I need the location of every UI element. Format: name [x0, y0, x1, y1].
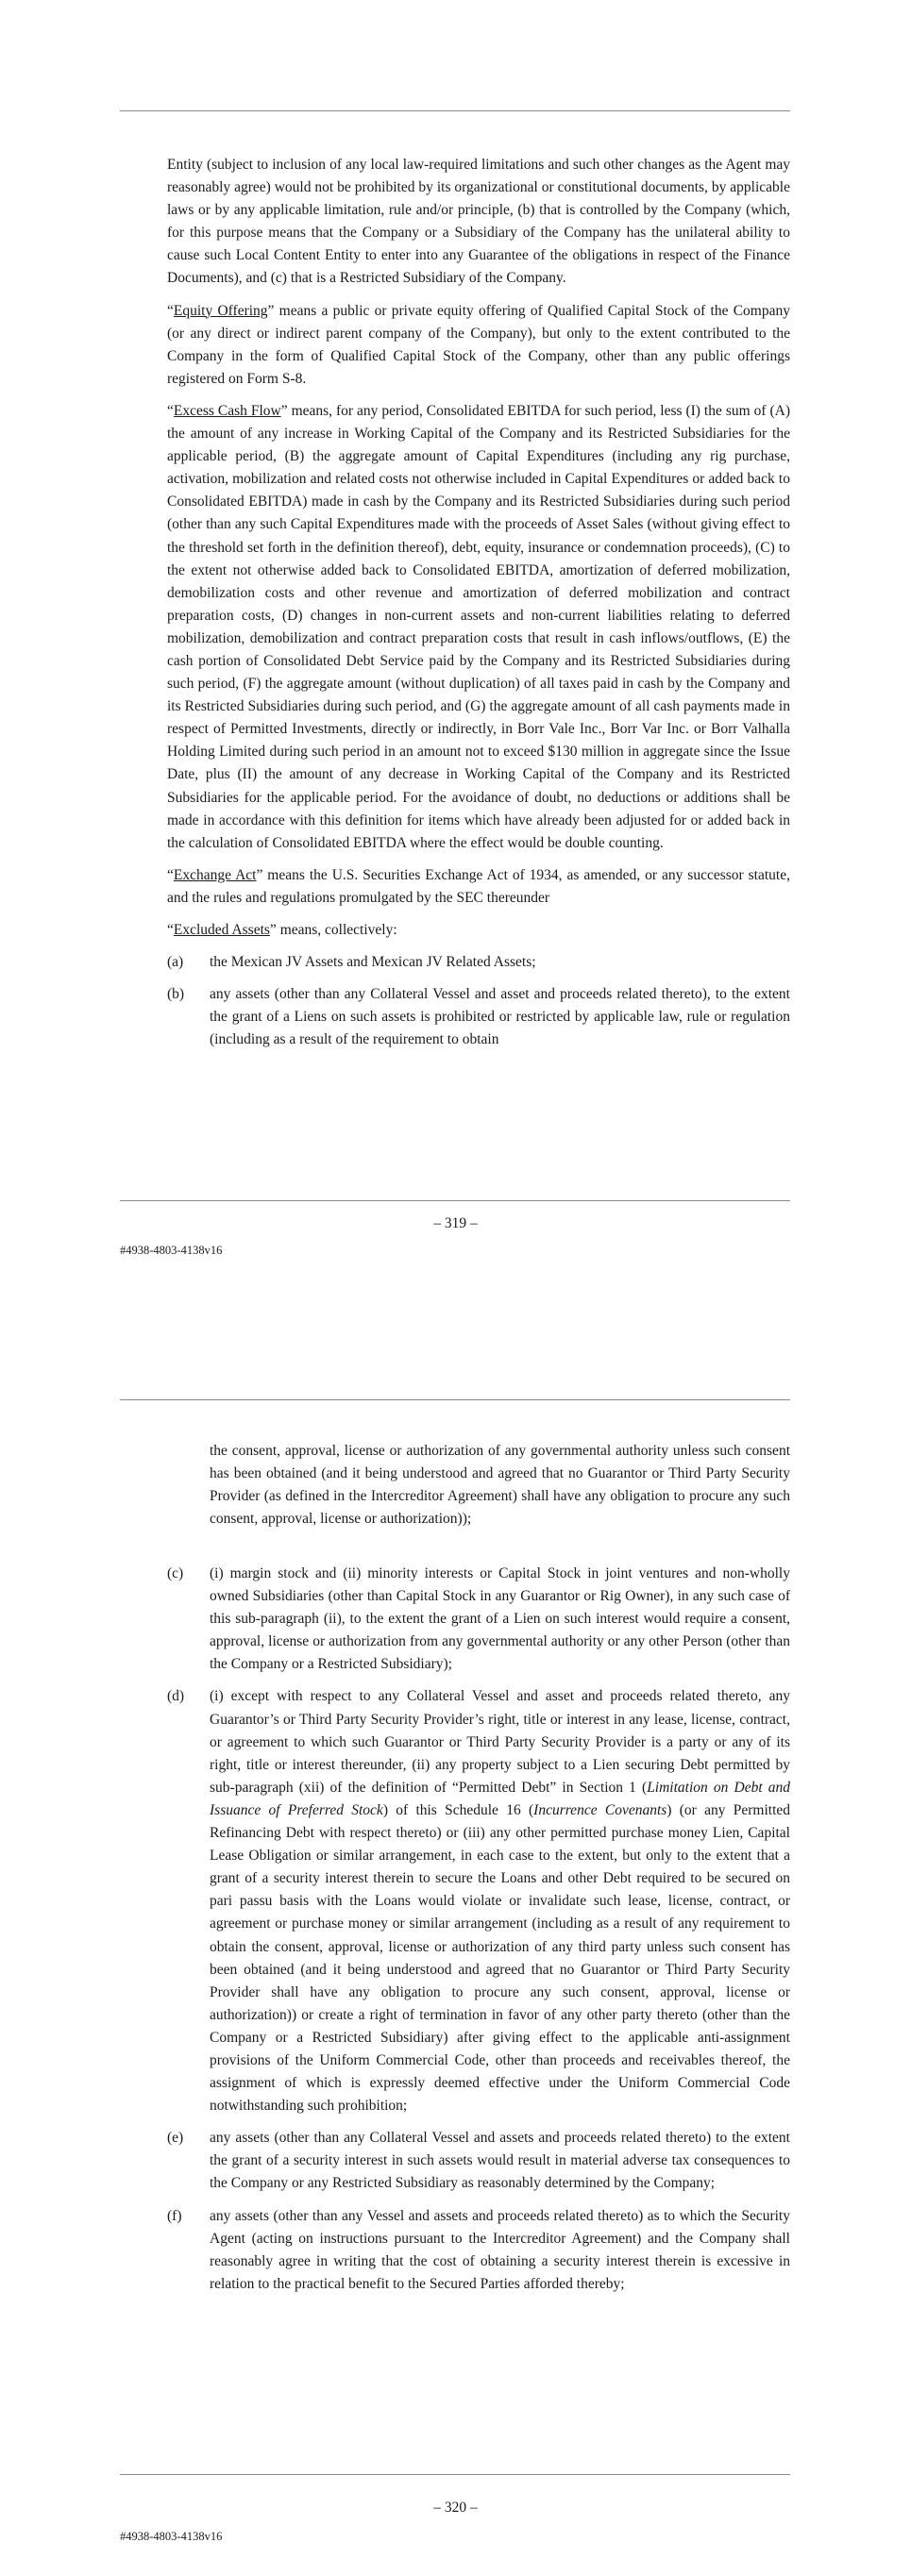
page-number: – 319 –: [433, 1215, 478, 1231]
list-item: [167, 983, 790, 1051]
list-item-text: the Mexican JV Assets and Mexican JV Related Assets;: [210, 954, 536, 971]
page-320-bottom-rule: [120, 2474, 790, 2475]
excluded-assets-term: Excluded Assets: [173, 922, 270, 938]
page-319-body: [167, 154, 790, 1061]
list-item-label: (e): [167, 2130, 184, 2147]
page-319-bottom-rule: [120, 1200, 790, 1201]
exchange-act-definition: “Exchange Act” means the U.S. Securities Exchange Act of 1934, as amended, or any successor statute, and the rules and regulations promulgated by the SEC thereunder: [167, 866, 790, 906]
equity-offering-term: Equity Offering: [173, 302, 268, 319]
exchange-act-term: Exchange Act: [173, 866, 257, 883]
list-item-f: [167, 2205, 790, 2296]
excess-cash-flow-term: Excess Cash Flow: [173, 402, 281, 419]
list-item-c: [167, 1563, 790, 1676]
equity-offering-text: means a public or private equity offering of Qualified Capital Stock of the Company (or any direct or indirect parent company of the Company), but only to the extent contributed to the Company in the form of Qualified Capital Stock of the Company, other than any public offerings registered on Form S-8.: [167, 302, 790, 387]
continuation-paragraph: the consent, approval, license or authorization of any governmental authority unless such consent has been obtained (and it being understood and agreed that no Guarantor or Third Party Security Provider (as defined in the Intercreditor Agreement) shall have any obligation to procure any such consent, approval, license or authorization));: [210, 1443, 790, 1528]
list-item-label: (f): [167, 2207, 182, 2224]
list-item-e: [167, 2127, 790, 2195]
list-item-text: (i) margin stock and (ii) minority interests or Capital Stock in joint ventures and non-wholly owned Subsidiaries (other than Capital Stock in any Guarantor or Rig Owner), in any such case of this sub-paragraph (ii), to the extent the grant of a Lien on such interest would require a consent, approval, license or authorization from any governmental authority or any other Person (other than the Company or a Restricted Subsidiary);: [210, 1565, 790, 1673]
excluded-assets-definition: “Excluded Assets” means, collectively:: [167, 922, 397, 938]
list-item-d: [167, 1685, 790, 2117]
document-id: #4938-4803-4138v16: [120, 2530, 223, 2543]
list-item-text: [210, 1685, 790, 2117]
list-item-text: any assets (other than any Collateral Vessel and asset and proceeds related thereto), to the extent the grant of a Liens on such assets is prohibited or restricted by applicable law, rule or regulation (including as a result of the requirement to obtain: [210, 986, 790, 1048]
list-item-text: any assets (other than any Collateral Vessel and assets and proceeds related thereto) to the extent the grant of a security interest in such assets would result in material adverse tax consequences to the Company or any Restricted Subsidiary as reasonably determined by the Company;: [210, 2130, 790, 2192]
list-item: [167, 951, 790, 974]
item-d-italic-2: Incurrence Covenants: [533, 1801, 667, 1818]
page-320-body: [167, 1563, 790, 2305]
equity-offering-definition: “Equity Offering” means a public or private equity offering of Qualified Capital Stock of the Company (or any direct or indirect parent company of the Company), but only to the extent contributed to the Company in the form of Qualified Capital Stock of the Company, other than any public offerings registered on Form S-8.: [167, 302, 790, 387]
page-320-top-rule: [120, 1399, 790, 1400]
list-item-label: (b): [167, 986, 185, 1003]
list-item-label: (c): [167, 1565, 184, 1581]
list-item-text: any assets (other than any Vessel and assets and proceeds related thereto) as to which the Security Agent (acting on instructions pursuant to the Intercreditor Agreement) and the Company shall reasonably agree in writing that the cost of obtaining a security interest therein is excessive in relation to the practical benefit to the Secured Parties afforded thereby;: [210, 2207, 790, 2292]
excess-cash-flow-text: means, for any period, Consolidated EBITDA for such period, less (I) the sum of (A) the amount of any increase in Working Capital of the Company and its Restricted Subsidiaries for the applicable period, (B) the aggregate amount of Capital Expenditures (including any rig purchase, activation, mobilization and related costs not otherwise included in Capital Expenditures or added back to Consolidated EBITDA) made in cash by the Company and its Restricted Subsidiaries during such period (other than any such Capital Expenditures made with the proceeds of Asset Sales (without giving effect to the threshold set forth in the definition thereof), debt, equity, insurance or condemnation proceeds), (C) to the extent not otherwise added back to Consolidated EBITDA, amortization of deferred mobilization, demobilization costs and other revenue and amortization of deferred mobilization and contract preparation costs, (D) changes in non-current assets and non-current liabilities relating to deferred mobilization, demobilization and contract preparation costs that result in cash inflows/outflows, (E) the cash portion of Consolidated Debt Service paid by the Company and its Restricted Subsidiaries during such period, (F) the aggregate amount (without duplication) of all taxes paid in cash by the Company and its Restricted Subsidiaries during such period, and (G) the aggregate amount of all cash payments made in respect of Permitted Investments, directly or indirectly, in Borr Vale Inc., Borr Var Inc. or Borr Valhalla Holding Limited during such period in an amount not to exceed $130 million in aggregate since the Issue Date, plus (II) the amount of any decrease in Working Capital of the Company and its Restricted Subsidiaries for the applicable period. For the avoidance of doubt, no deductions or additions shall be made in accordance with this definition for items which have already been adjusted for or added back in the calculation of Consolidated EBITDA where the effect would be double counting.: [167, 402, 790, 851]
list-item-label: (a): [167, 954, 184, 971]
item-d-text-2: ) of this Schedule 16 (: [382, 1801, 534, 1818]
item-d-italic-1: Limitation on Debt and Issuance of Preferred Stock: [210, 1779, 790, 1818]
excess-cash-flow-definition: “Excess Cash Flow” means, for any period, Consolidated EBITDA for such period, less (I) the sum of (A) the amount of any increase in Working Capital of the Company and its Restricted Subsidiaries for the applicable period, (B) the aggregate amount of Capital Expenditures (including any rig purchase, activation, mobilization and related costs not otherwise included in Capital Expenditures or added back to Consolidated EBITDA) made in cash by the Company and its Restricted Subsidiaries during such period (other than any such Capital Expenditures made with the proceeds of Asset Sales (without giving effect to the threshold set forth in the definition thereof), debt, equity, insurance or condemnation proceeds), (C) to the extent not otherwise added back to Consolidated EBITDA, amortization of deferred mobilization, demobilization costs and other revenue and amortization of deferred mobilization and contract preparation costs, (D) changes in non-current assets and non-current liabilities relating to deferred mobilization, demobilization and contract preparation costs that result in cash inflows/outflows, (E) the cash portion of Consolidated Debt Service paid by the Company and its Restricted Subsidiaries during such period, (F) the aggregate amount (without duplication) of all taxes paid in cash by the Company and its Restricted Subsidiaries during such period, and (G) the aggregate amount of all cash payments made in respect of Permitted Investments, directly or indirectly, in Borr Vale Inc., Borr Var Inc. or Borr Valhalla Holding Limited during such period in an amount not to exceed $130 million in aggregate since the Issue Date, plus (II) the amount of any decrease in Working Capital of the Company and its Restricted Subsidiaries for the applicable period. For the avoidance of doubt, no deductions or additions shall be made in accordance with this definition for items which have already been adjusted for or added back in the calculation of Consolidated EBITDA where the effect would be double counting.: [167, 402, 790, 851]
item-d-text-1: (i) except with respect to any Collateral Vessel and asset and proceeds related thereto, any Guarantor’s or Third Party Security Provider’s right, title or interest in any lease, license, contract, or agreement to which such Guarantor or Third Party Security Provider is a party or any of its right, title or interest thereunder, (ii) any property subject to a Lien securing Debt permitted by sub-paragraph (xii) of the definition of “Permitted Debt” in Section 1 (: [210, 1688, 790, 1796]
document-id: #4938-4803-4138v16: [120, 1244, 223, 1257]
page-number: – 320 –: [433, 2500, 478, 2516]
list-item-label: (d): [167, 1688, 185, 1705]
intro-paragraph: Entity (subject to inclusion of any local law-required limitations and such other changes as the Agent may reasonably agree) would not be prohibited by its organizational or constitutional documents, by applicable laws or by any applicable limitation, rule and/or principle, (b) that is controlled by the Company (which, for this purpose means that the Company or a Subsidiary of the Company has the unilateral ability to cause such Local Content Entity to enter into any Guarantee of the obligations in respect of the Finance Documents), and (c) that is a Restricted Subsidiary of the Company.: [167, 157, 790, 287]
exchange-act-text: means the U.S. Securities Exchange Act of 1934, as amended, or any successor statute, and the rules and regulations promulgated by the SEC thereunder: [167, 866, 790, 906]
item-d-text-3: ) (or any Permitted Refinancing Debt with respect thereto) or (iii) any other permitted purchase money Lien, Capital Lease Obligation or similar arrangement, in each case to the extent, but only to the extent that a grant of a security interest therein to secure the Loans and other Debt required to be secured on pari passu basis with the Loans would violate or invalidate such lease, license, contract, or agreement or purchase money or similar arrangement (including as a result of any requirement to obtain the consent, approval, license or authorization of any third party unless such consent has been obtained (and it being understood and agreed that no Guarantor or Third Party Security Provider shall have any obligation to procure any such consent, approval, license or authorization)) or create a right of termination in favor of any other party thereto (other than the Company or a Restricted Subsidiary) after giving effect to the applicable anti-assignment provisions of the Uniform Commercial Code, other than proceeds and receivables thereof, the assignment of which is expressly deemed effective under the Uniform Commercial Code notwithstanding such prohibition;: [210, 1801, 791, 2115]
excluded-assets-text: means, collectively:: [276, 922, 397, 938]
page-319-top-rule: [120, 110, 790, 111]
